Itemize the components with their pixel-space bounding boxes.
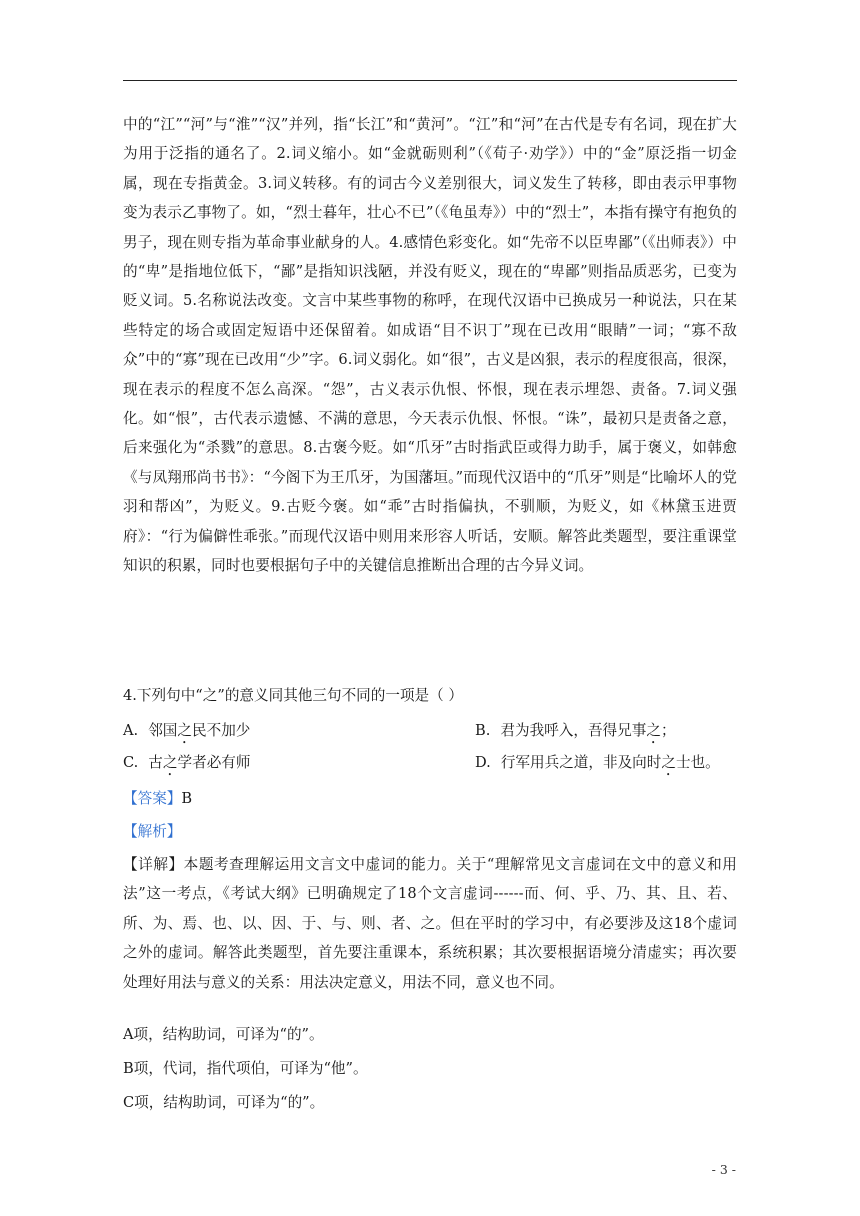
- item-b: B项，代词，指代项伯，可译为“他”。: [123, 1060, 368, 1077]
- emphasis-mark: 之: [162, 754, 178, 771]
- detail-paragraph: [123, 850, 737, 997]
- emphasis-mark: 之: [177, 722, 192, 739]
- option-label: C.: [123, 754, 139, 771]
- detail-text: 本题考查理解运用文言文中虚词的能力。关于“理解常见文言虚词在文中的意义和用法”这一考点，《考试大纲》已明确规定了18个文言虚词------而、何、乎、乃、其、且、若、所、为、焉、也、以、因、于、与、则、者、之。但在平时的学习中，有必要涉及这18个虚词之外的虚词。解答此类题型，首先要注重课本，系统积累；其次要根据语境分清虚实；再次要处理好用法与意义的关系：用法决定意义，用法不同，意义也不同。: [123, 856, 737, 991]
- option-label: A.: [123, 722, 139, 739]
- question-stem: 4.下列句中“之”的意义同其他三句不同的一项是（ ）: [123, 687, 463, 704]
- header-rule: [123, 80, 737, 81]
- answer-value: B: [181, 790, 193, 807]
- option-b[interactable]: B. 君为我呼入，吾得兄事之；: [475, 722, 676, 739]
- answer-tag: 【答案】: [123, 790, 182, 807]
- option-d[interactable]: D. 行军用兵之道，非及向时之士也。: [475, 754, 720, 771]
- item-a: A项，结构助词，可译为“的”。: [123, 1026, 324, 1043]
- page-number: - 3 -: [711, 1162, 736, 1177]
- option-a[interactable]: A. 邻国之民不加少: [123, 722, 251, 739]
- analysis-tag: 【解析】: [123, 823, 182, 840]
- option-c[interactable]: C. 古之学者必有师: [123, 754, 251, 771]
- option-label: B.: [475, 722, 491, 739]
- explanation-paragraph: 中的“江”“河”与“淮”“汉”并列，指“长江”和“黄河”。“江”和“河”在古代是专有名词，现在扩大为用于泛指的通名了。2.词义缩小。如“金就砺则利”（《荀子·劝学》）中的“金”原泛指一切金属，现在专指黄金。3.词义转移。有的词古今义差别很大，词义发生了转移，即由表示甲事物变为表示乙事物了。如，“烈士暮年，壮心不已”（《龟虽寿》）中的“烈士”，本指有操守有抱负的男子，现在则专指为革命事业献身的人。4.感情色彩变化。如“先帝不以臣卑鄙”（《出师表》）中的“卑”是指地位低下，“鄙”是指知识浅陋，并没有贬义，现在的“卑鄙”则指品质恶劣，已变为贬义词。5.名称说法改变。文言中某些事物的称呼，在现代汉语中已换成另一种说法，只在某些特定的场合或固定短语中还保留着。如成语“目不识丁”现在已改用“眼睛”一词；“寡不敌众”中的“寡”现在已改用“少”字。6.词义弱化。如“很”，古义是凶狠，表示的程度很高，很深，现在表示的程度不怎么高深。“怨”，古义表示仇恨、怀恨，现在表示埋怨、责备。7.词义强化。如“恨”，古代表示遗憾、不满的意思，今天表示仇恨、怀恨。“诛”，最初只是责备之意，后来强化为“杀戮”的意思。8.古褒今贬。如“爪牙”古时指武臣或得力助手，属于褒义，如韩愈《与凤翔邢尚书书》：“今阁下为王爪牙，为国藩垣。”而现代汉语中的“爪牙”则是“比喻坏人的党羽和帮凶”，为贬义。9.古贬今褒。如“乖”古时指偏执，不驯顺，为贬义，如《林黛玉进贾府》：“行为偏僻性乖张。”而现代汉语中则用来形容人听话，安顺。解答此类题型，要注重课堂知识的积累，同时也要根据句子中的关键信息推断出合理的古今异义词。: [123, 116, 737, 575]
- emphasis-mark: 之: [661, 754, 676, 771]
- detail-tag: 【详解】: [123, 856, 184, 873]
- answer-line: [123, 789, 737, 809]
- option-label: D.: [475, 754, 491, 771]
- emphasis-mark: 之: [646, 722, 661, 739]
- item-c: C项，结构助词，可译为“的”。: [123, 1094, 325, 1111]
